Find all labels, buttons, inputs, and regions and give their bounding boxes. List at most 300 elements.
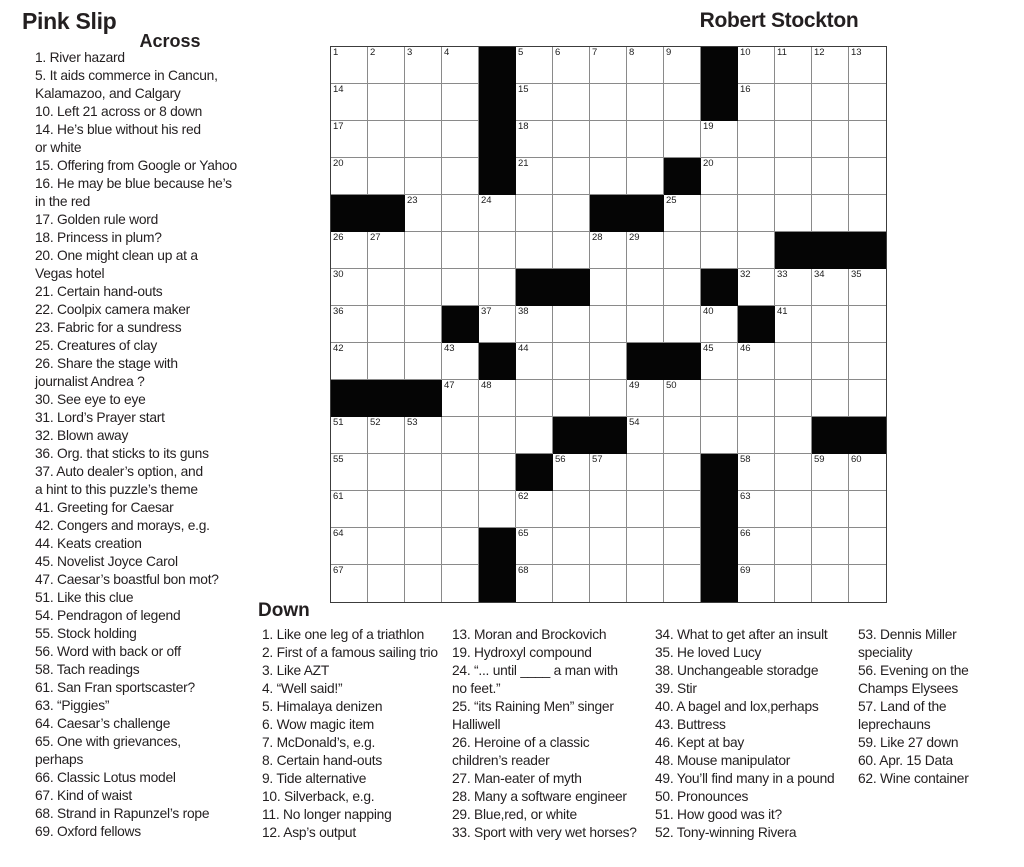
grid-cell[interactable] [553, 121, 590, 158]
grid-cell[interactable] [701, 417, 738, 454]
grid-cell[interactable] [479, 232, 516, 269]
grid-cell[interactable] [812, 269, 849, 306]
down-clue: 13. Moran and Brockovich [452, 627, 607, 642]
cell-number: 9 [666, 47, 672, 58]
grid-cell[interactable] [331, 454, 368, 491]
grid-cell-black [701, 84, 738, 121]
grid-cell[interactable] [405, 47, 442, 84]
grid-cell[interactable] [331, 84, 368, 121]
grid-cell[interactable] [590, 306, 627, 343]
grid-cell[interactable] [442, 84, 479, 121]
grid-cell[interactable] [627, 491, 664, 528]
grid-cell[interactable] [553, 47, 590, 84]
grid-cell[interactable] [590, 565, 627, 602]
cell-number: 29 [629, 232, 640, 243]
grid-cell-black [701, 454, 738, 491]
grid-cell[interactable] [775, 47, 812, 84]
grid-cell[interactable] [442, 195, 479, 232]
grid-cell[interactable] [516, 417, 553, 454]
cell-number: 49 [629, 380, 640, 391]
down-clue: 53. Dennis Miller [858, 627, 957, 642]
grid-cell[interactable] [849, 47, 886, 84]
grid-cell[interactable] [442, 491, 479, 528]
grid-cell[interactable] [368, 565, 405, 602]
grid-cell[interactable] [738, 158, 775, 195]
grid-cell-black [479, 343, 516, 380]
grid-cell[interactable] [405, 343, 442, 380]
grid-cell[interactable] [331, 269, 368, 306]
down-clue: Halliwell [452, 717, 501, 732]
cell-number: 26 [333, 232, 344, 243]
cell-number: 14 [333, 84, 344, 95]
grid-cell[interactable] [368, 121, 405, 158]
across-clue: 54. Pendragon of legend [35, 608, 181, 623]
grid-cell[interactable] [738, 84, 775, 121]
across-clue: 65. One with grievances, [35, 734, 181, 749]
grid-cell[interactable] [590, 343, 627, 380]
grid-cell[interactable] [664, 565, 701, 602]
grid-cell[interactable] [442, 528, 479, 565]
grid-cell[interactable] [849, 528, 886, 565]
grid-cell[interactable] [627, 232, 664, 269]
grid-cell-black [479, 84, 516, 121]
cell-number: 10 [740, 47, 751, 58]
grid-cell[interactable] [516, 232, 553, 269]
cell-number: 25 [666, 195, 677, 206]
grid-cell[interactable] [368, 47, 405, 84]
grid-cell[interactable] [812, 380, 849, 417]
across-clue: Vegas hotel [35, 266, 105, 281]
grid-cell[interactable] [368, 84, 405, 121]
grid-cell[interactable] [812, 528, 849, 565]
grid-cell[interactable] [479, 454, 516, 491]
grid-cell[interactable] [664, 269, 701, 306]
down-clue: 9. Tide alternative [262, 771, 367, 786]
cell-number: 23 [407, 195, 418, 206]
down-clue: 25. “its Raining Men” singer [452, 699, 614, 714]
grid-cell[interactable] [590, 491, 627, 528]
grid-cell[interactable] [738, 343, 775, 380]
across-clue: 14. He’s blue without his red [35, 122, 201, 137]
grid-cell[interactable] [479, 417, 516, 454]
grid-cell[interactable] [405, 195, 442, 232]
grid-cell[interactable] [405, 121, 442, 158]
grid-cell[interactable] [738, 528, 775, 565]
grid-cell[interactable] [664, 491, 701, 528]
grid-cell[interactable] [590, 121, 627, 158]
grid-cell-black [701, 528, 738, 565]
down-clue: 57. Land of the [858, 699, 947, 714]
grid-cell[interactable] [775, 84, 812, 121]
grid-cell[interactable] [590, 269, 627, 306]
cell-number: 20 [333, 158, 344, 169]
down-clue: Champs Elysees [858, 681, 959, 696]
across-clue: 20. One might clean up at a [35, 248, 198, 263]
grid-cell[interactable] [368, 454, 405, 491]
grid-cell[interactable] [516, 491, 553, 528]
down-clue: 40. A bagel and lox,perhaps [655, 699, 819, 714]
across-clue: 1. River hazard [35, 50, 125, 65]
across-clue: 68. Strand in Rapunzel’s rope [35, 806, 210, 821]
grid-cell[interactable] [516, 158, 553, 195]
grid-cell[interactable] [775, 528, 812, 565]
grid-cell[interactable] [516, 528, 553, 565]
grid-cell[interactable] [738, 47, 775, 84]
grid-cell[interactable] [812, 343, 849, 380]
across-clue: 5. It aids commerce in Cancun, [35, 68, 218, 83]
cell-number: 11 [777, 47, 787, 58]
grid-cell[interactable] [738, 232, 775, 269]
grid-cell-black [516, 269, 553, 306]
cell-number: 67 [333, 565, 344, 576]
grid-cell[interactable] [331, 417, 368, 454]
grid-cell[interactable] [590, 232, 627, 269]
grid-cell[interactable] [738, 491, 775, 528]
down-clue: 24. “... until ____ a man with [452, 663, 618, 678]
cell-number: 13 [851, 47, 862, 58]
grid-cell[interactable] [479, 491, 516, 528]
across-clue: 67. Kind of waist [35, 788, 132, 803]
across-clue: 64. Caesar’s challenge [35, 716, 171, 731]
grid-cell[interactable] [627, 528, 664, 565]
grid-cell-black [331, 380, 368, 417]
grid-cell[interactable] [516, 47, 553, 84]
grid-cell[interactable] [664, 417, 701, 454]
grid-cell[interactable] [331, 47, 368, 84]
grid-cell[interactable] [812, 84, 849, 121]
grid-cell[interactable] [553, 454, 590, 491]
cell-number: 5 [518, 47, 524, 58]
grid-cell[interactable] [701, 380, 738, 417]
grid-cell[interactable] [849, 343, 886, 380]
grid-cell-black [775, 232, 812, 269]
grid-cell[interactable] [516, 380, 553, 417]
grid-cell[interactable] [590, 47, 627, 84]
grid-cell[interactable] [368, 417, 405, 454]
grid-cell-black [368, 380, 405, 417]
down-header: Down [258, 600, 310, 621]
grid-cell[interactable] [701, 343, 738, 380]
down-clue: 33. Sport with very wet horses? [452, 825, 637, 840]
grid-cell[interactable] [368, 306, 405, 343]
grid-cell[interactable] [405, 417, 442, 454]
grid-cell[interactable] [664, 528, 701, 565]
grid-cell[interactable] [849, 380, 886, 417]
grid-cell[interactable] [775, 491, 812, 528]
grid-cell[interactable] [368, 528, 405, 565]
grid-cell[interactable] [479, 269, 516, 306]
across-clue: 31. Lord’s Prayer start [35, 410, 165, 425]
grid-cell[interactable] [627, 84, 664, 121]
grid-cell-black [664, 343, 701, 380]
down-clue: children’s reader [452, 753, 550, 768]
cell-number: 8 [629, 47, 635, 58]
grid-cell[interactable] [331, 491, 368, 528]
grid-cell[interactable] [368, 491, 405, 528]
grid-cell-black [849, 417, 886, 454]
grid-cell[interactable] [442, 565, 479, 602]
grid-cell[interactable] [627, 158, 664, 195]
grid-cell[interactable] [405, 565, 442, 602]
grid-cell-black [590, 195, 627, 232]
grid-cell[interactable] [664, 84, 701, 121]
grid-cell[interactable] [627, 380, 664, 417]
grid-cell[interactable] [849, 84, 886, 121]
grid-cell[interactable] [701, 232, 738, 269]
across-clue: 21. Certain hand-outs [35, 284, 163, 299]
grid-cell[interactable] [405, 232, 442, 269]
grid-cell[interactable] [849, 491, 886, 528]
down-clue: 62. Wine container [858, 771, 969, 786]
grid-cell[interactable] [368, 232, 405, 269]
grid-cell[interactable] [701, 306, 738, 343]
grid-cell[interactable] [849, 454, 886, 491]
grid-cell[interactable] [738, 417, 775, 454]
across-clue: 41. Greeting for Caesar [35, 500, 174, 515]
down-clue: 4. “Well said!” [262, 681, 343, 696]
grid-cell[interactable] [738, 380, 775, 417]
across-clue: 44. Keats creation [35, 536, 142, 551]
cell-number: 56 [555, 454, 566, 465]
across-clue: 63. “Piggies” [35, 698, 110, 713]
cell-number: 50 [666, 380, 677, 391]
grid-cell[interactable] [627, 417, 664, 454]
grid-cell[interactable] [812, 195, 849, 232]
grid-cell[interactable] [775, 306, 812, 343]
grid-cell[interactable] [331, 565, 368, 602]
grid-cell[interactable] [738, 195, 775, 232]
grid-cell[interactable] [775, 121, 812, 158]
crossword-grid [330, 46, 887, 603]
grid-cell[interactable] [405, 528, 442, 565]
grid-cell[interactable] [775, 380, 812, 417]
down-clue: 27. Man-eater of myth [452, 771, 582, 786]
grid-cell[interactable] [627, 47, 664, 84]
down-clue: 56. Evening on the [858, 663, 969, 678]
grid-cell[interactable] [664, 195, 701, 232]
grid-cell[interactable] [331, 343, 368, 380]
grid-cell[interactable] [590, 528, 627, 565]
down-clue: 29. Blue,red, or white [452, 807, 577, 822]
grid-cell[interactable] [627, 306, 664, 343]
grid-cell[interactable] [331, 232, 368, 269]
grid-cell[interactable] [479, 195, 516, 232]
grid-cell[interactable] [405, 84, 442, 121]
grid-cell[interactable] [590, 158, 627, 195]
cell-number: 1 [333, 47, 339, 58]
grid-cell[interactable] [775, 343, 812, 380]
grid-cell-black [664, 158, 701, 195]
grid-cell[interactable] [553, 343, 590, 380]
grid-cell[interactable] [775, 158, 812, 195]
down-clue: 38. Unchangeable storadge [655, 663, 819, 678]
across-clue: 25. Creatures of clay [35, 338, 158, 353]
grid-cell[interactable] [405, 158, 442, 195]
cell-number: 46 [740, 343, 751, 354]
grid-cell[interactable] [590, 454, 627, 491]
grid-cell[interactable] [812, 158, 849, 195]
grid-cell[interactable] [812, 47, 849, 84]
grid-cell[interactable] [479, 306, 516, 343]
down-clue: 1. Like one leg of a triathlon [262, 627, 425, 642]
grid-cell[interactable] [516, 343, 553, 380]
cell-number: 30 [333, 269, 344, 280]
grid-cell[interactable] [775, 454, 812, 491]
grid-cell[interactable] [516, 195, 553, 232]
grid-cell[interactable] [812, 565, 849, 602]
down-clue: 11. No longer napping [262, 807, 392, 822]
grid-cell[interactable] [664, 47, 701, 84]
cell-number: 34 [814, 269, 825, 280]
grid-cell[interactable] [849, 158, 886, 195]
grid-cell[interactable] [405, 306, 442, 343]
down-clue: 35. He loved Lucy [655, 645, 762, 660]
grid-cell[interactable] [664, 454, 701, 491]
cell-number: 53 [407, 417, 418, 428]
grid-cell[interactable] [627, 121, 664, 158]
grid-cell[interactable] [590, 380, 627, 417]
grid-cell[interactable] [442, 158, 479, 195]
grid-cell[interactable] [627, 565, 664, 602]
grid-cell[interactable] [627, 454, 664, 491]
across-clue: 15. Offering from Google or Yahoo [35, 158, 237, 173]
grid-cell[interactable] [590, 84, 627, 121]
grid-cell[interactable] [442, 343, 479, 380]
grid-cell[interactable] [516, 121, 553, 158]
grid-cell[interactable] [516, 306, 553, 343]
grid-cell[interactable] [849, 121, 886, 158]
grid-cell[interactable] [368, 269, 405, 306]
grid-cell[interactable] [553, 84, 590, 121]
down-clue: 10. Silverback, e.g. [262, 789, 375, 804]
grid-cell[interactable] [553, 380, 590, 417]
grid-cell[interactable] [553, 158, 590, 195]
grid-cell-black [849, 232, 886, 269]
cell-number: 44 [518, 343, 529, 354]
grid-cell[interactable] [738, 269, 775, 306]
grid-cell-black [627, 195, 664, 232]
down-clue: 12. Asp’s output [262, 825, 356, 840]
grid-cell[interactable] [738, 121, 775, 158]
cell-number: 42 [333, 343, 344, 354]
grid-cell[interactable] [442, 47, 479, 84]
grid-cell[interactable] [516, 565, 553, 602]
grid-cell[interactable] [664, 306, 701, 343]
grid-cell[interactable] [553, 232, 590, 269]
cell-number: 38 [518, 306, 529, 317]
cell-number: 21 [518, 158, 529, 169]
grid-cell[interactable] [849, 195, 886, 232]
grid-cell[interactable] [331, 306, 368, 343]
grid-cell[interactable] [849, 565, 886, 602]
grid-cell[interactable] [812, 306, 849, 343]
cell-number: 15 [518, 84, 529, 95]
grid-cell-black [701, 491, 738, 528]
grid-cell[interactable] [553, 195, 590, 232]
grid-cell[interactable] [553, 306, 590, 343]
grid-cell-black [479, 47, 516, 84]
grid-cell[interactable] [442, 121, 479, 158]
cell-number: 54 [629, 417, 640, 428]
grid-cell[interactable] [664, 232, 701, 269]
grid-cell[interactable] [331, 121, 368, 158]
grid-cell[interactable] [738, 454, 775, 491]
grid-cell-black [590, 417, 627, 454]
grid-cell[interactable] [738, 565, 775, 602]
cell-number: 52 [370, 417, 381, 428]
across-clue: 22. Coolpix camera maker [35, 302, 191, 317]
grid-cell[interactable] [701, 195, 738, 232]
grid-cell-black [701, 269, 738, 306]
down-clue: 51. How good was it? [655, 807, 782, 822]
down-clue: 8. Certain hand-outs [262, 753, 383, 768]
grid-cell[interactable] [849, 306, 886, 343]
grid-cell[interactable] [849, 269, 886, 306]
across-clue: 16. He may be blue because he’s [35, 176, 232, 191]
grid-cell[interactable] [442, 417, 479, 454]
grid-cell[interactable] [812, 121, 849, 158]
grid-cell[interactable] [442, 232, 479, 269]
grid-cell[interactable] [553, 528, 590, 565]
grid-cell[interactable] [553, 565, 590, 602]
grid-cell[interactable] [405, 269, 442, 306]
grid-cell[interactable] [775, 417, 812, 454]
cell-number: 12 [814, 47, 825, 58]
down-clue: 60. Apr. 15 Data [858, 753, 953, 768]
cell-number: 40 [703, 306, 714, 317]
grid-cell-black [405, 380, 442, 417]
grid-cell[interactable] [701, 121, 738, 158]
grid-cell[interactable] [812, 491, 849, 528]
grid-cell[interactable] [516, 84, 553, 121]
cell-number: 19 [703, 121, 714, 132]
grid-cell[interactable] [368, 343, 405, 380]
down-clue: 7. McDonald’s, e.g. [262, 735, 376, 750]
down-clue: 50. Pronounces [655, 789, 749, 804]
grid-cell[interactable] [331, 528, 368, 565]
across-clue: 55. Stock holding [35, 626, 137, 641]
down-clue-column-4 [858, 626, 969, 788]
grid-cell[interactable] [775, 269, 812, 306]
grid-cell[interactable] [368, 158, 405, 195]
grid-cell[interactable] [701, 158, 738, 195]
cell-number: 65 [518, 528, 529, 539]
down-clue: 2. First of a famous sailing trio [262, 645, 438, 660]
grid-cell[interactable] [627, 269, 664, 306]
grid-cell[interactable] [442, 269, 479, 306]
cell-number: 4 [444, 47, 450, 58]
grid-cell[interactable] [331, 158, 368, 195]
grid-cell[interactable] [479, 380, 516, 417]
grid-cell[interactable] [442, 380, 479, 417]
puzzle-author: Robert Stockton [699, 9, 859, 32]
grid-cell[interactable] [553, 491, 590, 528]
across-clue: 61. San Fran sportscaster? [35, 680, 195, 695]
grid-cell[interactable] [405, 491, 442, 528]
grid-cell[interactable] [664, 380, 701, 417]
grid-cell[interactable] [664, 121, 701, 158]
grid-cell[interactable] [405, 454, 442, 491]
cell-number: 64 [333, 528, 344, 539]
grid-cell-black [479, 121, 516, 158]
cell-number: 43 [444, 343, 455, 354]
grid-cell[interactable] [775, 195, 812, 232]
across-clue: 30. See eye to eye [35, 392, 146, 407]
grid-cell[interactable] [442, 454, 479, 491]
down-clue-column-1 [262, 626, 438, 842]
grid-cell[interactable] [775, 565, 812, 602]
grid-cell[interactable] [812, 454, 849, 491]
